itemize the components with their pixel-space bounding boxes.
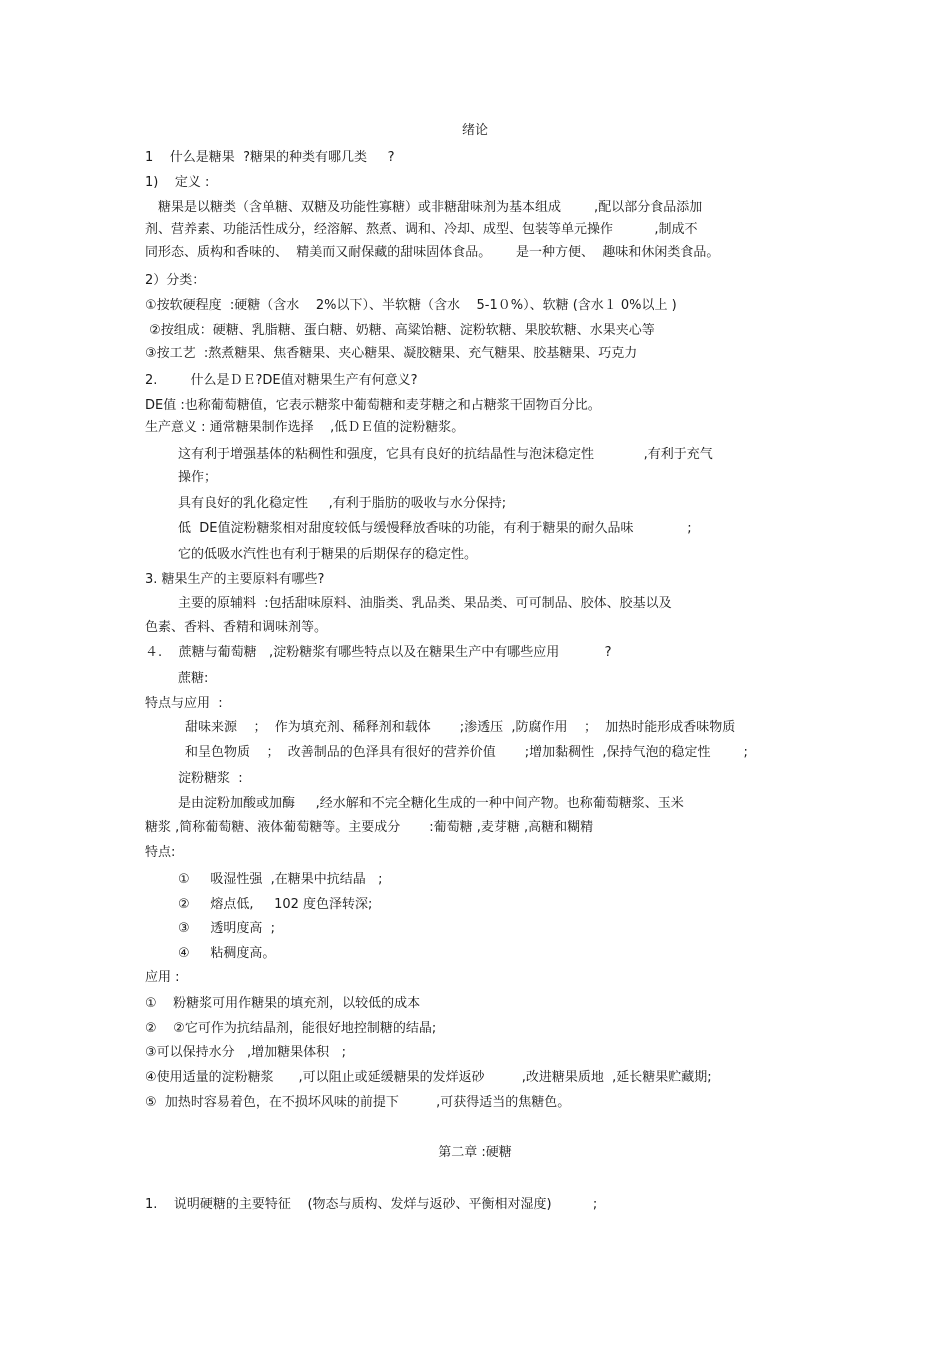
text-line: ④ 粘稠度高。 [178,946,276,961]
text-line: 主要的原辅料 :包括甜味原料、油脂类、乳品类、果品类、可可制品、胶体、胶基以及 [178,596,672,611]
text-line: 应用 : [145,970,180,985]
text-line: 糖浆 ,简称葡萄糖、液体葡萄糖等。主要成分 :葡萄糖 ,麦芽糖 ,高糖和糊精 [145,820,594,835]
text-line: 它的低吸水汽性也有利于糖果的后期保存的稳定性。 [178,547,478,562]
text-line: 低 DE值淀粉糖浆相对甜度较低与缓慢释放香味的功能，有利于糖果的耐久品味 ; [178,521,692,536]
text-line: 3. 糖果生产的主要原料有哪些? [145,572,325,587]
text-line: 特点与应用 : [145,696,223,711]
text-line: 生产意义 : 通常糖果制作选择 ,低ＤＥ值的淀粉糖浆。 [145,420,465,435]
text-line: 和呈色物质 ； 改善制品的色泽具有很好的营养价值 ;增加黏稠性 ,保持气泡的稳定性 ; [185,745,748,760]
text-line: 剂、营养素、功能活性成分，经溶解、熬煮、调和、冷却、成型、包装等单元操作 ,制成不 [145,222,698,237]
text-line: 淀粉糖浆 : [178,771,243,786]
text-line: ４. 蔗糖与葡萄糖 ,淀粉糖浆有哪些特点以及在糖果生产中有哪些应用 ? [145,645,612,660]
text-line: ③按工艺 :熬煮糖果、焦香糖果、夹心糖果、凝胶糖果、充气糖果、胶基糖果、巧克力 [145,346,638,361]
text-line: ③ 透明度高 ; [178,921,275,936]
text-line: 2）分类： [145,273,206,288]
text-line: ① 吸湿性强 ,在糖果中抗结晶 ; [178,872,383,887]
text-line: ① 粉糖浆可用作糖果的填充剂，以较低的成本 [145,996,421,1011]
text-line: ②按组成：硬糖、乳脂糖、蛋白糖、奶糖、高粱饴糖、淀粉软糖、果胶软糖、水果夹心等 [145,323,655,338]
text-line: ③可以保持水分 ,增加糖果体积 ; [145,1045,346,1060]
chapter-title: 第二章 :硬糖 [438,1145,512,1160]
text-line: 是由淀粉加酸或加酶 ,经水解和不完全糖化生成的一种中间产物。也称葡萄糖浆、玉米 [178,796,684,811]
text-line: ⑤ 加热时容易着色，在不损坏风味的前提下 ,可获得适当的焦糖色。 [145,1095,571,1110]
text-line: 操作； [178,470,218,485]
text-line: 甜味来源 ； 作为填充剂、稀释剂和载体 ;渗透压 ,防腐作用 ； 加热时能形成香味物质 [185,720,736,735]
text-line: 同形态、质构和香味的、 精美而又耐保藏的甜味固体食品。 是一种方便、 趣味和休闲类食品。 [145,245,720,260]
text-line: 糖果是以糖类（含单糖、双糖及功能性寡糖）或非糖甜味剂为基本组成 ,配以部分食品添加 [158,200,703,215]
text-line: 色素、香料、香精和调味剂等。 [145,620,328,635]
page-title: 绪论 [461,123,488,138]
text-line: 1 什么是糖果 ?糖果的种类有哪几类 ? [145,150,395,165]
text-line: 具有良好的乳化稳定性 ,有利于脂肪的吸收与水分保持; [178,496,507,511]
text-line: 蔗糖: [178,671,209,686]
text-line: ② ②它可作为抗结晶剂，能很好地控制糖的结晶; [145,1021,437,1036]
text-line: ② 熔点低, 102 度色泽转深; [178,897,373,912]
text-line: 1) 定义 : [145,175,210,190]
text-line: 特点: [145,845,176,860]
text-line: 这有利于增强基体的粘稠性和强度，它具有良好的抗结晶性与泡沫稳定性 ,有利于充气 [178,447,713,462]
text-line: 1. 说明硬糖的主要特征 (物态与质构、发烊与返砂、平衡相对湿度) ; [145,1197,598,1212]
text-line: ④使用适量的淀粉糖浆 ,可以阻止或延缓糖果的发烊返砂 ,改进糖果质地 ,延长糖果贮藏期; [145,1070,712,1085]
text-line: DE值 :也称葡萄糖值，它表示糖浆中葡萄糖和麦芽糖之和占糖浆干固物百分比。 [145,398,601,413]
text-line: ①按软硬程度 :硬糖（含水 2%以下）、半软糖（含水 5-1０%）、软糖 (含水１ 0%以上 ) [145,298,677,313]
text-line: 2. 什么是ＤＥ?DE值对糖果生产有何意义? [145,373,418,388]
